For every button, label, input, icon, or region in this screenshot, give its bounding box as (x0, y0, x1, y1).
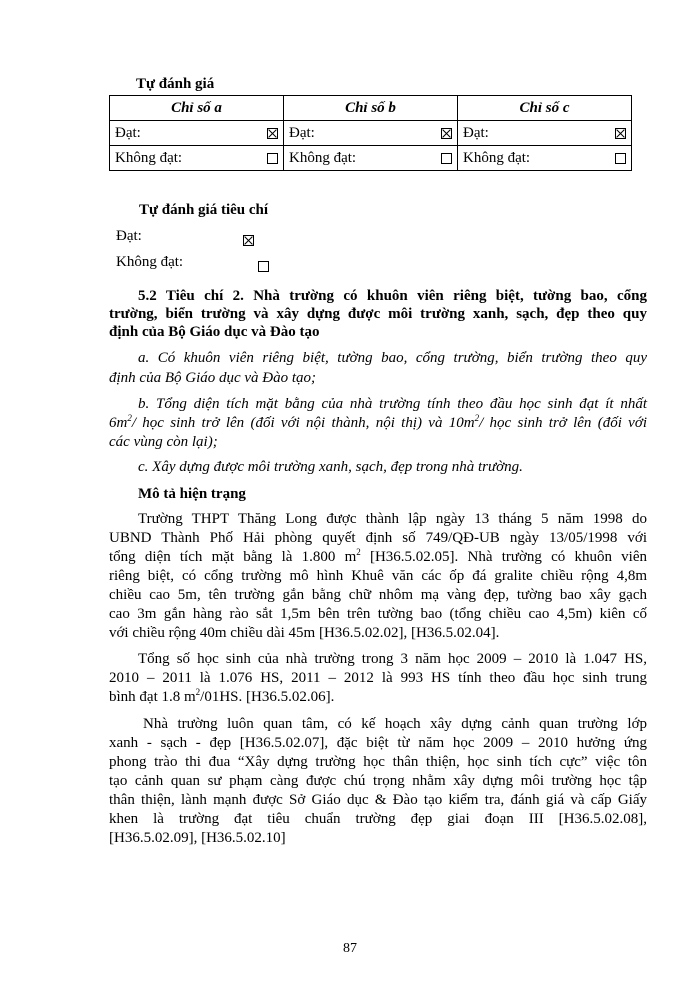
unchecked-box-icon[interactable] (267, 153, 278, 164)
criterion-heading-line: định của Bộ Giáo dục và Đào tạo (109, 324, 320, 340)
paragraph-line: với chiều rộng 40m chiều dài 45m [H36.5.02.02], [H36.5.02.04]. (109, 625, 500, 641)
indicator-b-text: các vùng còn lại); (109, 434, 218, 450)
fail-label: Không đạt: (289, 149, 357, 166)
pass-label: Đạt: (115, 124, 141, 141)
criterion-heading-line: 5.2 Tiêu chí 2. Nhà trường có khuôn viên riêng biệt, tường bao, cổng (138, 288, 647, 304)
criterion-fail-checkbox-icon[interactable] (258, 261, 269, 272)
indicator-c-text: c. Xây dựng được môi trường xanh, sạch, đẹp trong nhà trường. (138, 459, 523, 475)
criterion-pass-label: Đạt: (116, 228, 142, 244)
paragraph-line: cao 3m gắn hàng rào sắt 1,5m bên trên tường bao (tổng chiều cao 4,5m) kiên cố (109, 606, 647, 622)
paragraph-line: tổng diện tích mặt bằng là 1.800 $m^2$ [H36.5.02.05]. Nhà trường có khuôn viên (109, 547, 647, 565)
paragraph-line: [H36.5.02.09], [H36.5.02.10] (109, 830, 286, 846)
checked-box-icon[interactable] (267, 128, 278, 139)
paragraph-line: Tổng số học sinh của nhà trường trong 3 năm học 2009 – 2010 là 1.047 HS, (138, 651, 647, 667)
checked-box-icon[interactable] (615, 128, 626, 139)
criterion-eval-title: Tự đánh giá tiêu chí (139, 202, 269, 218)
indicator-b-text: $6m^2/$ học sinh trở lên (đối với nội thành, nội thị) và $10m^2/$ học sinh trở lên (đối với (109, 413, 647, 431)
unchecked-box-icon[interactable] (615, 153, 626, 164)
page-number: 87 (343, 941, 357, 956)
fail-label: Không đạt: (463, 149, 531, 166)
pass-label: Đạt: (463, 124, 489, 141)
criterion-pass-checkbox-icon[interactable] (243, 235, 254, 246)
unchecked-box-icon[interactable] (441, 153, 452, 164)
status-heading: Mô tả hiện trạng (138, 486, 246, 502)
criterion-heading-line: trường, biển trường và xây dựng được môi trường xanh, sạch, đẹp theo quy (109, 306, 647, 322)
paragraph-line: khen là trường đạt tiêu chuẩn trường đẹp giai đoạn III [H36.5.02.08], (109, 811, 647, 827)
table-row-fail (110, 146, 632, 171)
header-index-c: Chỉ số c (458, 96, 632, 121)
indicator-b-text: b. Tổng diện tích mặt bằng của nhà trường tính theo đầu học sinh đạt ít nhất (138, 396, 647, 412)
indicator-a-text: định của Bộ Giáo dục và Đào tạo; (109, 370, 317, 386)
cell-fail-a (110, 146, 284, 171)
cell-pass-a (110, 121, 284, 146)
checked-box-icon[interactable] (441, 128, 452, 139)
table-header-row (110, 96, 632, 121)
paragraph-line: 2010 – 2011 là 1.076 HS, 2011 – 2012 là 993 HS tính theo đầu học sinh trung (109, 670, 647, 686)
self-eval-table (109, 95, 632, 171)
cell-fail-b (284, 146, 458, 171)
paragraph-line: Nhà trường luôn quan tâm, có kế hoạch xây dựng cảnh quan trường lớp (143, 716, 647, 732)
paragraph-line: bình đạt 1.8 $m^2/01HS$. [H36.5.02.06]. (109, 687, 335, 705)
paragraph-line: tạo cảnh quan sư phạm càng được chú trọng nhằm xây dựng môi trường học tập (109, 773, 647, 789)
pass-label: Đạt: (289, 124, 315, 141)
header-index-a: Chỉ số a (110, 96, 284, 121)
header-index-b: Chỉ số b (284, 96, 458, 121)
paragraph-line: riêng biệt, có cổng trường mô hình Khuê văn các ốp đá gralite chiều rộng 4,8m (109, 568, 647, 584)
paragraph-line: UBND Thành Phố Hải phòng quyết định số 749/QĐ-UB ngày 13/05/1998 với (109, 530, 647, 546)
paragraph-line: Trường THPT Thăng Long được thành lập ngày 13 tháng 5 năm 1998 do (138, 511, 647, 527)
indicator-a-text: a. Có khuôn viên riêng biệt, tường bao, cổng trường, biển trường theo quy (138, 350, 647, 366)
cell-fail-c (458, 146, 632, 171)
paragraph-line: chiều cao 5m, tên trường gắn bằng chữ nhôm mạ vàng đẹp, tường bao xây gạch (109, 587, 647, 603)
criterion-fail-label: Không đạt: (116, 254, 184, 270)
fail-label: Không đạt: (115, 149, 183, 166)
paragraph-line: thân thiện, lành mạnh được Sở Giáo dục & Đào tạo kiểm tra, đánh giá và cấp Giấy (109, 792, 647, 808)
cell-pass-c (458, 121, 632, 146)
table-row-pass (110, 121, 632, 146)
paragraph-line: xanh - sạch - đẹp [H36.5.02.07], đặc biệt từ năm học 2009 – 2010 hưởng ứng (109, 735, 647, 751)
cell-pass-b (284, 121, 458, 146)
paragraph-line: phong trào thi đua “Xây dựng trường học thân thiện, học sinh tích cực” việc tôn (109, 754, 647, 770)
self-eval-title: Tự đánh giá (136, 76, 215, 92)
